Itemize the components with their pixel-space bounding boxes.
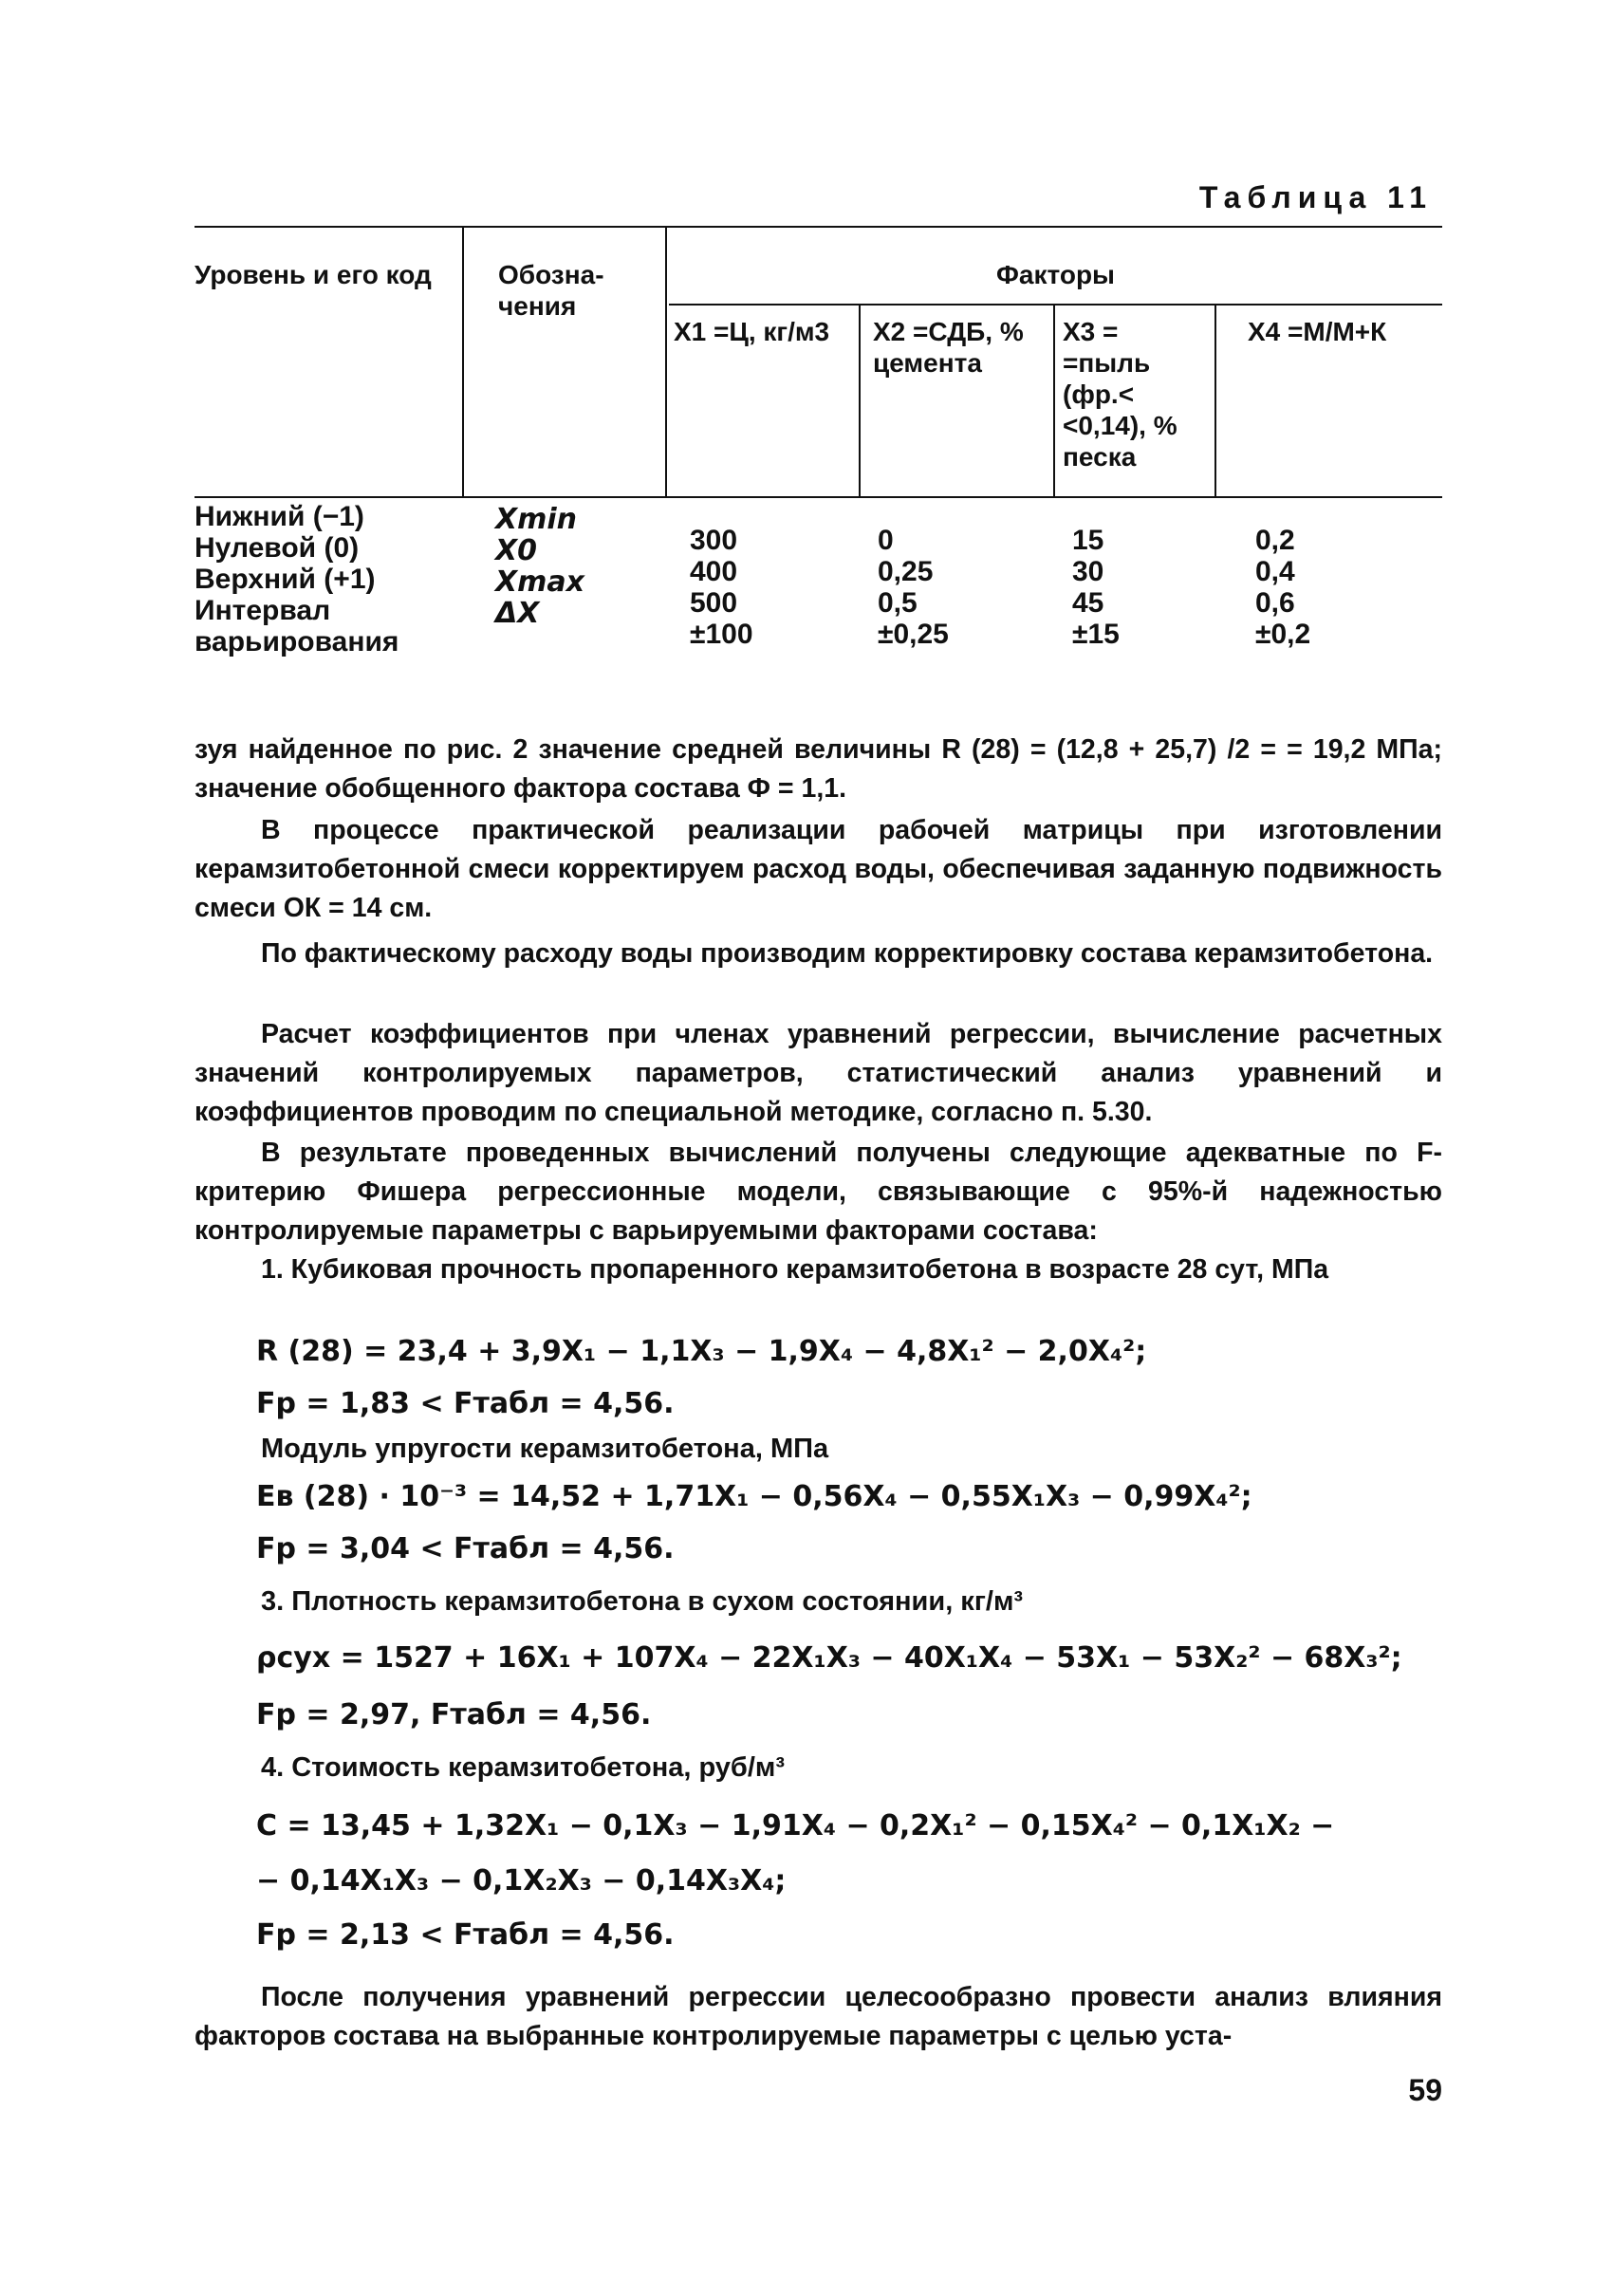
header-factors: Факторы [996,260,1115,289]
formula-fisher: Fр = 2,13 < Fтабл = 4,56. [256,1918,675,1952]
x3-column [1072,525,1167,650]
table-cell: 0,4 [1255,556,1295,587]
header-x2: X2 =СДБ, % цемента [873,317,1024,378]
section-heading: 4. Стоимость керамзитобетона, руб/м³ [261,1752,785,1783]
formula-fisher: Fр = 2,97, Fтабл = 4,56. [256,1698,652,1731]
header-x1: X1 =Ц, кг/м3 [674,317,830,346]
section-heading: 3. Плотность керамзитобетона в сухом состоянии, кг/м³ [261,1586,1024,1617]
col-divider [859,304,861,496]
paragraph: По фактическому расходу воды производим корректировку состава керамзитобетона. [261,938,1434,969]
table-caption: Таблица 11 [1198,180,1433,214]
table-cell: ±15 [1072,619,1120,650]
table-header-rule [195,496,1442,498]
table-cell: ±0,2 [1255,619,1311,650]
section-heading: Модуль упругости керамзитобетона, МПа [261,1434,829,1464]
paragraph: В процессе практической реализации рабочей матрицы при изготовлении керамзитобетонной смеси корректируем расход воды, обеспечивая заданную подвижность смеси ОК = 14 см. [195,815,1442,923]
formula-strength: R (28) = 23,4 + 3,9X₁ − 1,1X₃ − 1,9X₄ − 4,8X₁² − 2,0X₄²; [256,1335,1147,1368]
table-cell: Xmin [495,503,578,536]
table-top-rule [195,226,1442,228]
table-cell: 0,2 [1255,525,1295,556]
table-cell: 0,5 [878,587,918,619]
paragraph: 1. Кубиковая прочность пропаренного керамзитобетона в возрасте 28 сут, МПа [261,1254,1329,1285]
factors-sub-rule [669,304,1442,306]
header-level: Уровень и его код [195,260,432,289]
paragraph: После получения уравнений регрессии целесообразно провести анализ влияния факторов состава на выбранные контролируемые параметры с целью уста- [195,1982,1442,2051]
header-symbol: Обозна-чения [498,260,604,321]
col-divider [665,226,667,496]
formula-fisher: Fр = 1,83 < Fтабл = 4,56. [256,1387,675,1420]
table-cell: Нулевой (0) [195,532,360,564]
header-x4: X4 =М/М+К [1248,317,1387,346]
formula-modulus: Eв (28) · 10⁻³ = 14,52 + 1,71X₁ − 0,56X₄ − 0,55X₁X₃ − 0,99X₄²; [256,1480,1252,1513]
paragraph: зуя найденное по рис. 2 значение средней величины R (28) = (12,8 + 25,7) /2 = = 19,2 МПа; значение обобщенного фактора состава Ф = 1,1. [195,734,1442,804]
x2-column [878,525,992,650]
col-divider [1053,304,1055,496]
table-cell: 45 [1072,587,1104,619]
table-cell: Нижний (−1) [195,501,364,532]
table-cell: 500 [690,587,738,619]
x1-column [690,525,794,650]
header-x3: X3 = =пыль (фр.< <0,14), % песка [1063,317,1177,472]
paragraph: В результате проведенных вычислений получены следующие адекватные по F-критерию Фишера регрессионные модели, связывающие с 95%-й надежностью контролируемые параметры с варьируемыми факторами состава: [195,1138,1442,1246]
table-cell: Интервал варьирования [195,595,399,657]
table-cell: X0 [495,534,538,567]
table-cell: Верхний (+1) [195,564,376,595]
table-cell: 30 [1072,556,1104,587]
formula-cost-continued: − 0,14X₁X₃ − 0,1X₂X₃ − 0,14X₃X₄; [256,1864,787,1898]
formula-fisher: Fр = 3,04 < Fтабл = 4,56. [256,1532,675,1565]
paragraph: Расчет коэффициентов при членах уравнений регрессии, вычисление расчетных значений контролируемых параметров, статистический анализ уравнений и коэффициентов проводим по специальной методике, согласно п. 5.30. [195,1019,1442,1127]
level-column [195,501,441,657]
x4-column [1255,525,1369,650]
factors-table [195,226,1442,672]
symbol-column [495,504,619,629]
table-cell: 0,25 [878,556,934,587]
formula-cost: C = 13,45 + 1,32X₁ − 0,1X₃ − 1,91X₄ − 0,2X₁² − 0,15X₄² − 0,1X₁X₂ − [256,1809,1335,1842]
table-cell: 0 [878,525,894,556]
table-cell: Xmax [495,565,584,599]
table-cell: ΔX [495,597,540,630]
table-cell: 400 [690,556,738,587]
table-cell: 300 [690,525,738,556]
table-cell: ±100 [690,619,753,650]
page-number: 59 [1408,2073,1442,2107]
formula-density: ρсух = 1527 + 16X₁ + 107X₄ − 22X₁X₃ − 40X₁X₄ − 53X₁ − 53X₂² − 68X₃²; [256,1641,1402,1675]
table-cell: 0,6 [1255,587,1295,619]
col-divider [462,226,464,496]
table-cell: ±0,25 [878,619,949,650]
table-cell: 15 [1072,525,1104,556]
col-divider [1214,304,1216,496]
